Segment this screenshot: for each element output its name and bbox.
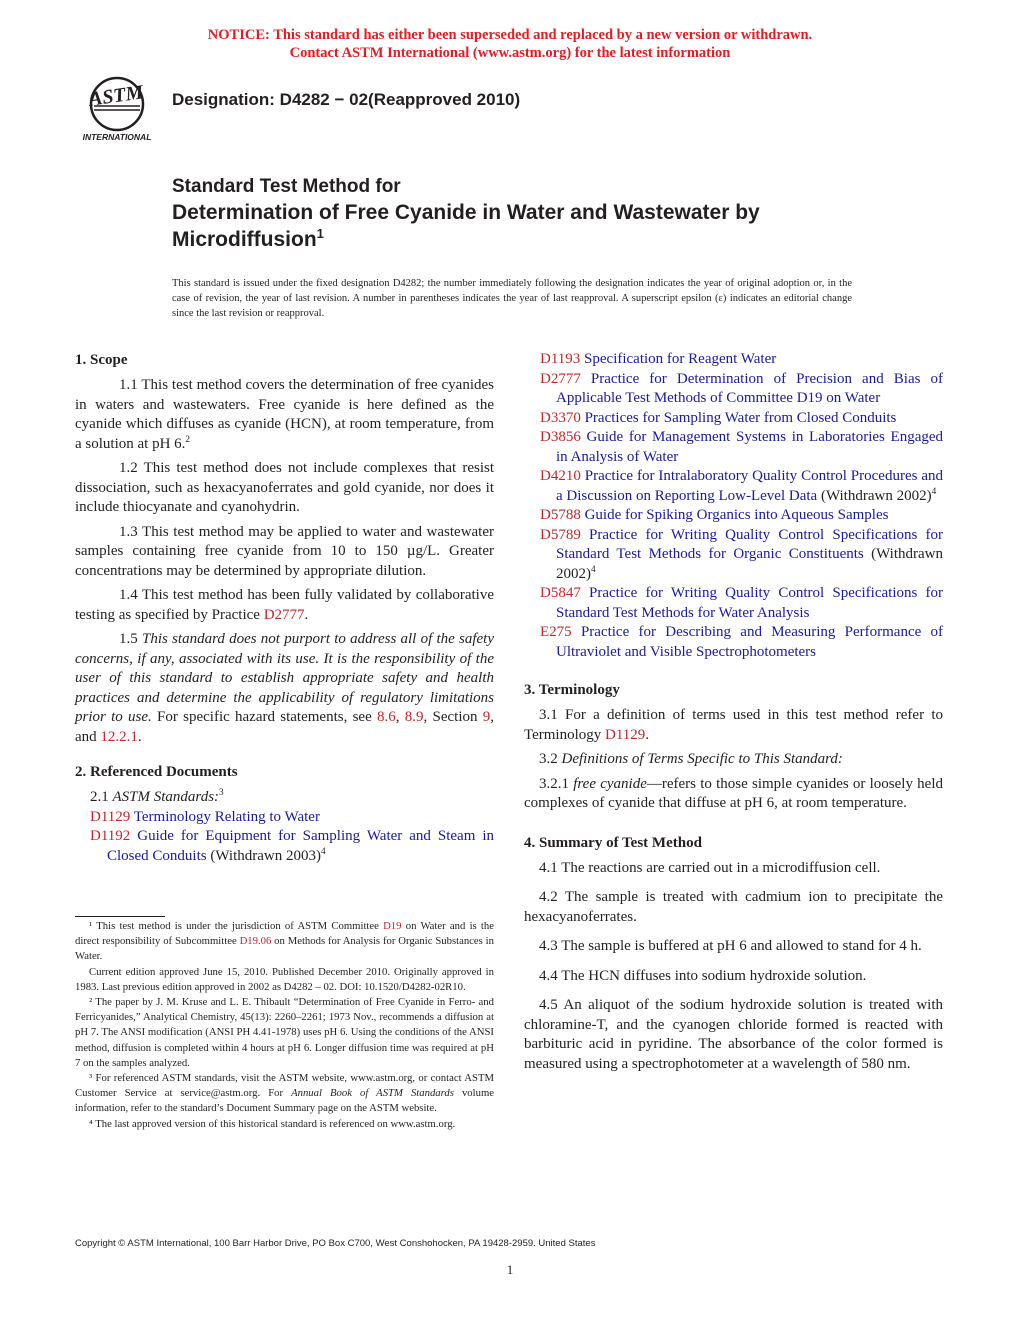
ref-item [75,808,494,828]
astm-logo [74,74,160,144]
ref-item [524,506,943,526]
ref-item [524,584,943,623]
reference-list-continued [524,350,943,662]
paragraph-4-3: 4.3 The sample is buffered at pH 6 and allowed to stand for 4 h. [539,938,922,954]
paragraph-3-2-1: 3.2.1 free cyanide—refers to those simple cyanides or loosely held complexes of cyanide that diffuse at pH 6, at room temperature. [524,775,943,811]
paragraph-1-2: 1.2 This test method does not include complexes that resist dissociation, such as hexacyanoferrates and gold cyanide, nor does it include thiocyanate and cyanohydrin. [75,460,494,515]
paragraph-3-1: 3.1 For a definition of terms used in this test method refer to Terminology D1129. [524,707,943,743]
paragraph-3-2: 3.2 Definitions of Terms Specific to This Standard: [539,751,843,767]
paragraph-1-5: 1.5 This standard does not purport to address all of the safety concerns, if any, associated with its use. It is the responsibility of the user of this standard to establish appropriate safety and health practices and determine the applicability of regulatory limitations prior to use. For specific hazard statements, see 8.6, 8.9, Section 9, and 12.2.1. [75,631,495,745]
ref-code-link[interactable]: D5847 [540,585,581,601]
ref-code-link[interactable]: E275 [540,624,572,640]
link-d2777[interactable]: D2777 [263,606,305,623]
ref-code-link[interactable]: D1192 [90,828,131,844]
section-heading-scope: 1. Scope [75,352,128,368]
ref-title-link[interactable]: Terminology Relating to Water [133,808,320,825]
link-d1129[interactable]: D1129 [605,726,646,743]
page-number: 1 [506,1262,514,1277]
footnote-2: ² The paper by J. M. Kruse and L. E. Thibault “Determination of Free Cyanide in Ferro- and Ferricyanides,” Analytical Chemistry, 45(13): 2260–2261; 1973 Nov., recommends a diffusion at pH 7. The ANSI modification (ANSI PH 4.41-1978) uses pH 6. Using the conditions of the ANSI method, diffusion is completed within 4 hours at pH 6. Longer diffusion time was required at pH 7 on the samples analyzed. [75,996,494,1069]
ref-title-link[interactable]: Specification for Reagent Water [584,351,777,367]
ref-item: D5789 Practice for Writing Quality Control Specifications for Standard Test Methods for Organic Constituents (Withdrawn 2002)$^4$ [540,526,944,582]
left-column [75,350,494,866]
svg-text:ASTM: ASTM [87,81,145,111]
ref-code-link[interactable]: D1193 [540,351,581,367]
link-d19[interactable]: D19 [383,920,402,932]
paragraph-1-3: 1.3 This test method may be applied to water and wastewater samples containing free cyanide from 10 to 150 µg/L. Greater concentrations may be determined by appropriate dilution. [75,523,494,579]
link-8-9[interactable]: 8.9 [404,709,424,725]
ref-item [524,350,943,370]
link-12-2-1[interactable]: 12.2.1 [100,728,138,745]
title-line-1: Standard Test Method for [172,176,401,197]
link-d19-06[interactable]: D19.06 [239,935,272,948]
ref-code-link[interactable]: D1129 [90,808,131,825]
link-8-6[interactable]: 8.6 [376,709,396,725]
ref-title-link[interactable]: Guide for Spiking Organics into Aqueous Samples [584,507,889,523]
ref-title-link[interactable]: Practice for Writing Quality Control Specifications for Standard Test Methods for Organic Constituents [556,526,944,562]
right-column [524,350,943,1079]
section-heading-summary: 4. Summary of Test Method [524,834,702,851]
ref-code-link[interactable]: D3370 [540,409,581,426]
ref-code-link[interactable]: D5788 [540,507,581,523]
ref-title-link[interactable]: Guide for Equipment for Sampling Water and Steam in Closed Conduits [107,828,495,864]
document-title [172,199,872,253]
title-block [172,175,872,253]
footnote-3: ³ For referenced ASTM standards, visit the ASTM website, www.astm.org, or contact ASTM Customer Service at service@astm.org. For Annual Book of ASTM Standards volume information, refer to the standard’s Document Summary page on the ASTM website. [75,1072,495,1115]
ref-item [524,409,943,429]
notice-line-2: Contact ASTM International (www.astm.org) for the latest information [289,45,731,61]
footnote-rule [75,916,165,917]
title-text: Determination of Free Cyanide in Water and Wastewater by Microdiffusion [172,201,760,251]
footnote-1b: Current edition approved June 15, 2010. Published December 2010. Originally approved in 1983. Last previous edition approved in 2002 as D4282 – 02. DOI: 10.1520/D4282-02R10. [75,965,494,993]
paragraph-2-1: 2.1 ASTM Standards:$^3$ [90,788,224,805]
ref-item: D1192 Guide for Equipment for Sampling Water and Steam in Closed Conduits (Withdrawn 2003)$^4$ [90,828,495,864]
ref-item [524,623,943,662]
ref-code-link[interactable]: D4210 [540,468,581,484]
ref-title-link[interactable]: Practice for Intralaboratory Quality Control Procedures and a Discussion on Reporting Low-Level Data [556,468,943,504]
designation: Designation: D4282 − 02(Reapproved 2010) [172,90,521,109]
ref-item [524,370,943,409]
ref-title-link[interactable]: Practice for Describing and Measuring Performance of Ultraviolet and Visible Spectrophotometers [556,624,944,660]
paragraph-1-1: 1.1 This test method covers the determination of free cyanides in waters and wastewaters. Free cyanide is here defined as the cyanide which diffuses as cyanide (HCN), at room temperature, from a solution at pH 6.$^2$ [75,377,494,452]
paragraph-1-4: 1.4 This test method has been fully validated by collaborative testing as specified by Practice D2777. [75,587,494,623]
copyright-line: Copyright © ASTM International, 100 Barr Harbor Drive, PO Box C700, West Conshohocken, PA 19428-2959. United States [75,1238,596,1249]
ref-item: D4210 Practice for Intralaboratory Quality Control Procedures and a Discussion on Reporting Low-Level Data (Withdrawn 2002)$^4$ [540,468,943,504]
ref-code-link[interactable]: D5789 [540,526,581,543]
paragraph-4-1: 4.1 The reactions are carried out in a microdiffusion cell. [539,859,881,876]
section-heading-terminology: 3. Terminology [524,682,620,698]
ref-title-link[interactable]: Practice for Determination of Precision and Bias of Applicable Test Methods of Committee D19 on Water [556,370,943,406]
title-footnote-mark: 1 [316,226,324,241]
paragraph-4-2: 4.2 The sample is treated with cadmium ion to precipitate the hexacyanoferrates. [524,889,943,925]
issued-note: This standard is issued under the fixed designation D4282; the number immediately following the designation indicates the year of original adoption or, in the case of revision, the year of last revision. A number in parentheses indicates the year of last reapproval. A superscript epsilon (ε) indicates an editorial change since the last revision or reapproval. [172,278,852,319]
ref-title-link[interactable]: Practice for Writing Quality Control Specifications for Standard Test Methods for Water Analysis [556,585,944,621]
footnote-4: ⁴ The last approved version of this historical standard is referenced on www.astm.org. [89,1117,456,1130]
footnote-1: ¹ This test method is under the jurisdiction of ASTM Committee D19 on Water and is the direct responsibility of Subcommittee D19.06 on Methods for Analysis for Organic Substances in Water. [75,920,494,963]
ref-title-link[interactable]: Practices for Sampling Water from Closed Conduits [584,409,897,426]
notice-line-1: NOTICE: This standard has either been superseded and replaced by a new version or withdrawn. [207,27,813,43]
link-section-9[interactable]: 9 [482,709,491,725]
ref-code-link[interactable]: D2777 [540,370,581,387]
section-heading-referenced-documents: 2. Referenced Documents [75,764,238,780]
footnotes [75,916,494,1132]
ref-title-link[interactable]: Guide for Management Systems in Laboratories Engaged in Analysis of Water [556,429,944,465]
ref-code-link[interactable]: D3856 [540,429,581,445]
paragraph-4-5: 4.5 An aliquot of the sodium hydroxide solution is treated with chloramine-T, and the cyanogen chloride formed is reacted with barbituric acid in pyridine. The absorbance of the color formed is measured using a spectrophotometer at a wavelength of 580 nm. [524,997,943,1072]
svg-text:INTERNATIONAL: INTERNATIONAL [82,132,152,142]
ref-item [524,428,943,467]
supersession-notice [0,26,1020,62]
paragraph-4-4: 4.4 The HCN diffuses into sodium hydroxide solution. [539,967,867,984]
